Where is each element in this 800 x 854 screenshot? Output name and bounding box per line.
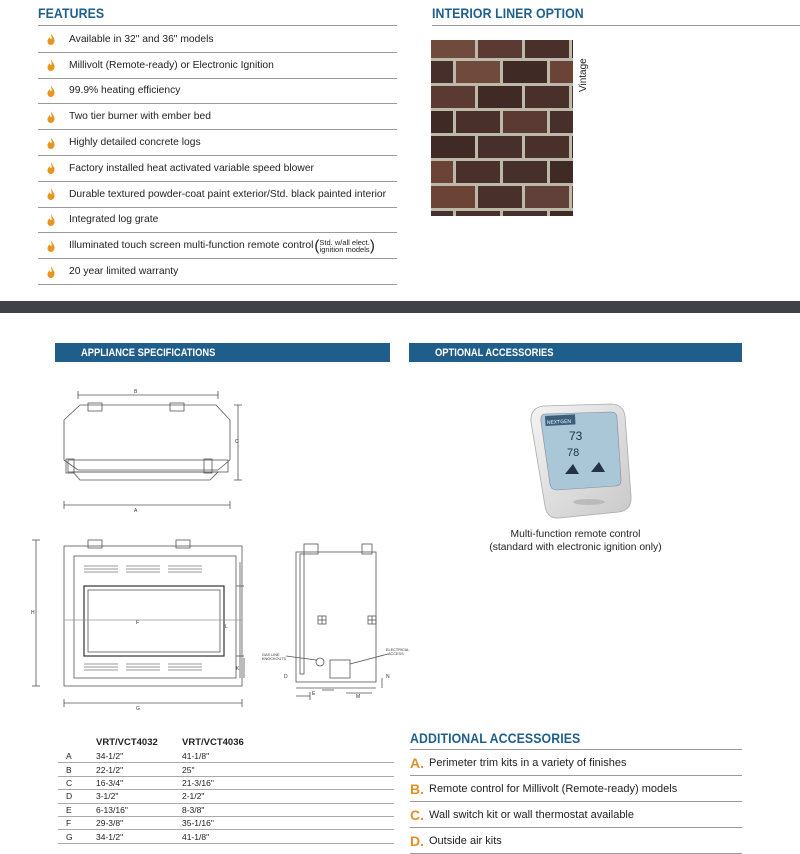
dim-label-a: A xyxy=(134,508,138,514)
list-item xyxy=(410,828,742,854)
table-cell: 29-3/8" xyxy=(96,816,182,829)
footnote-line-1: Std. w/all elect. xyxy=(319,237,370,247)
table-cell: A xyxy=(58,750,96,763)
item-letter: D. xyxy=(410,832,424,849)
dim-label-k: K xyxy=(236,666,240,672)
table-cell: F xyxy=(58,816,96,829)
feature-text: Available in 32" and 36" models xyxy=(69,33,214,45)
brick xyxy=(431,61,453,83)
list-item xyxy=(410,750,742,776)
table-cell: B xyxy=(58,763,96,776)
table-cell: G xyxy=(58,830,96,843)
list-item xyxy=(38,208,397,234)
brick xyxy=(431,161,453,183)
brick xyxy=(525,86,569,108)
brick xyxy=(431,186,475,208)
feature-text: Illuminated touch screen multi-function remote control xyxy=(69,240,314,252)
dim-label-l: L xyxy=(225,624,228,630)
table-row xyxy=(58,750,394,763)
table-cell: 35-1/16" xyxy=(182,816,394,829)
brick xyxy=(550,161,573,183)
brick xyxy=(550,111,573,133)
table-row xyxy=(58,790,394,803)
feature-text: Two tier burner with ember bed xyxy=(69,111,211,123)
flame-icon xyxy=(46,214,56,226)
flame-icon xyxy=(46,111,56,123)
brick xyxy=(456,61,500,83)
table-header-row xyxy=(58,735,394,750)
item-text: Outside air kits xyxy=(429,834,502,847)
brick xyxy=(503,211,547,216)
appliance-specs-header xyxy=(55,343,390,362)
side-view-drawing xyxy=(262,538,422,703)
brick xyxy=(431,40,475,58)
remote-caption-1: Multi-function remote control xyxy=(510,529,641,540)
list-item xyxy=(38,79,397,105)
table-row xyxy=(58,803,394,816)
list-item xyxy=(410,802,742,828)
table-cell: D xyxy=(58,790,96,803)
remote-control-image xyxy=(525,400,635,522)
electrical-label-2: ACCESS xyxy=(388,652,404,656)
list-item xyxy=(38,53,397,79)
brick xyxy=(503,111,547,133)
footnote-line-2: ignition models xyxy=(319,244,370,254)
feature-text: Millivolt (Remote-ready) or Electronic Ignition xyxy=(69,59,274,71)
item-text: Wall switch kit or wall thermostat available xyxy=(429,808,634,821)
brick xyxy=(572,136,573,158)
optional-accessories-header xyxy=(409,343,742,362)
liner-caption: Vintage xyxy=(578,58,589,92)
remote-caption-2: (standard with electronic ignition only) xyxy=(489,542,662,553)
gas-line-label-2: KNOCKOUTS xyxy=(262,657,287,661)
flame-icon xyxy=(46,85,56,97)
dim-label-c: C xyxy=(235,439,239,445)
brick xyxy=(503,161,547,183)
features-list xyxy=(38,27,397,285)
list-item xyxy=(38,156,397,182)
item-letter: C. xyxy=(410,806,424,823)
section-divider xyxy=(0,301,800,313)
liner-title: INTERIOR LINER OPTION xyxy=(432,5,584,21)
table-row xyxy=(58,816,394,829)
table-cell: 6-13/16" xyxy=(96,803,182,816)
brick xyxy=(550,211,573,216)
brick xyxy=(456,161,500,183)
feature-text: 99.9% heating efficiency xyxy=(69,85,181,97)
brick xyxy=(478,136,522,158)
brick xyxy=(550,61,573,83)
dim-label-f: F xyxy=(136,620,140,626)
item-text: Perimeter trim kits in a variety of finishes xyxy=(429,756,627,769)
remote-temp-1: 73 xyxy=(569,429,583,443)
flame-icon xyxy=(46,266,56,278)
appliance-specs-title: APPLIANCE SPECIFICATIONS xyxy=(81,346,216,359)
item-letter: A. xyxy=(410,754,424,771)
remote-brand: NEXTGEN xyxy=(546,418,572,426)
table-cell: E xyxy=(58,803,96,816)
dim-label-m: M xyxy=(356,694,361,700)
dim-label-d: D xyxy=(284,674,288,680)
table-row xyxy=(58,763,394,776)
feature-text: 20 year limited warranty xyxy=(69,266,179,278)
flame-icon xyxy=(46,137,56,149)
gas-line-label-1: GAS LINE xyxy=(262,653,280,657)
table-cell: 16-3/4" xyxy=(96,776,182,789)
table-cell: 41-1/8" xyxy=(182,830,394,843)
table-cell: 8-3/8" xyxy=(182,803,394,816)
flame-icon xyxy=(46,188,56,200)
dim-label-b: B xyxy=(134,389,138,395)
additional-accessories-list xyxy=(410,750,742,854)
table-cell: 34-1/2" xyxy=(96,750,182,763)
table-header-cell: VRT/VCT4032 xyxy=(96,737,158,748)
brick xyxy=(572,40,573,58)
brick xyxy=(478,186,522,208)
top-view-drawing xyxy=(58,385,248,515)
feature-text: Durable textured powder-coat paint exterior/Std. black painted interior xyxy=(69,188,387,200)
list-item xyxy=(38,104,397,130)
table-cell: 2-1/2" xyxy=(182,790,394,803)
optional-accessories-title: OPTIONAL ACCESSORIES xyxy=(435,346,554,359)
brick xyxy=(478,40,522,58)
brick xyxy=(456,211,500,216)
flame-icon xyxy=(46,240,56,252)
item-text: Remote control for Millivolt (Remote-ready) models xyxy=(429,782,678,795)
table-cell: 22-1/2" xyxy=(96,763,182,776)
table-cell: 3-1/2" xyxy=(96,790,182,803)
features-title-rule xyxy=(38,25,397,26)
list-item xyxy=(38,27,397,53)
brick xyxy=(456,111,500,133)
list-item xyxy=(38,259,397,285)
feature-text: Highly detailed concrete logs xyxy=(69,137,201,149)
table-cell: 41-1/8" xyxy=(182,750,394,763)
list-item xyxy=(38,233,397,259)
front-view-drawing xyxy=(28,538,253,713)
liner-title-rule xyxy=(432,25,800,26)
feature-text: Factory installed heat activated variable speed blower xyxy=(69,162,314,174)
list-item xyxy=(38,130,397,156)
list-item xyxy=(38,182,397,208)
features-title: FEATURES xyxy=(38,5,105,21)
list-item xyxy=(410,776,742,802)
brick xyxy=(431,136,475,158)
dim-label-e: E xyxy=(312,691,316,697)
flame-icon xyxy=(46,33,56,45)
brick xyxy=(572,86,573,108)
spec-table xyxy=(58,735,394,844)
brick xyxy=(525,40,569,58)
brick xyxy=(525,136,569,158)
footnote: (Std. w/all elect. ignition models) xyxy=(314,237,375,255)
brick xyxy=(503,61,547,83)
table-header-cell xyxy=(58,735,96,750)
dim-label-g: G xyxy=(136,706,140,712)
brick xyxy=(431,111,453,133)
table-cell: 21-3/16" xyxy=(182,776,394,789)
brick xyxy=(525,186,569,208)
table-row xyxy=(58,830,394,843)
flame-icon xyxy=(46,59,56,71)
table-cell: 34-1/2" xyxy=(96,830,182,843)
dim-label-n: N xyxy=(386,674,390,680)
brick xyxy=(572,186,573,208)
table-cell: 25" xyxy=(182,763,394,776)
brick xyxy=(431,86,475,108)
item-letter: B. xyxy=(410,780,424,797)
table-row xyxy=(58,776,394,789)
remote-temp-2: 78 xyxy=(567,447,580,459)
electrical-label-1: ELECTRICAL xyxy=(386,648,410,652)
table-header-cell: VRT/VCT4036 xyxy=(182,737,244,748)
brick xyxy=(431,211,453,216)
additional-accessories-title: ADDITIONAL ACCESSORIES xyxy=(410,730,581,746)
dim-label-h: H xyxy=(31,610,35,616)
brick xyxy=(478,86,522,108)
feature-text: Integrated log grate xyxy=(69,214,159,226)
flame-icon xyxy=(46,162,56,174)
table-cell: C xyxy=(58,776,96,789)
brick-liner-image xyxy=(431,40,573,216)
